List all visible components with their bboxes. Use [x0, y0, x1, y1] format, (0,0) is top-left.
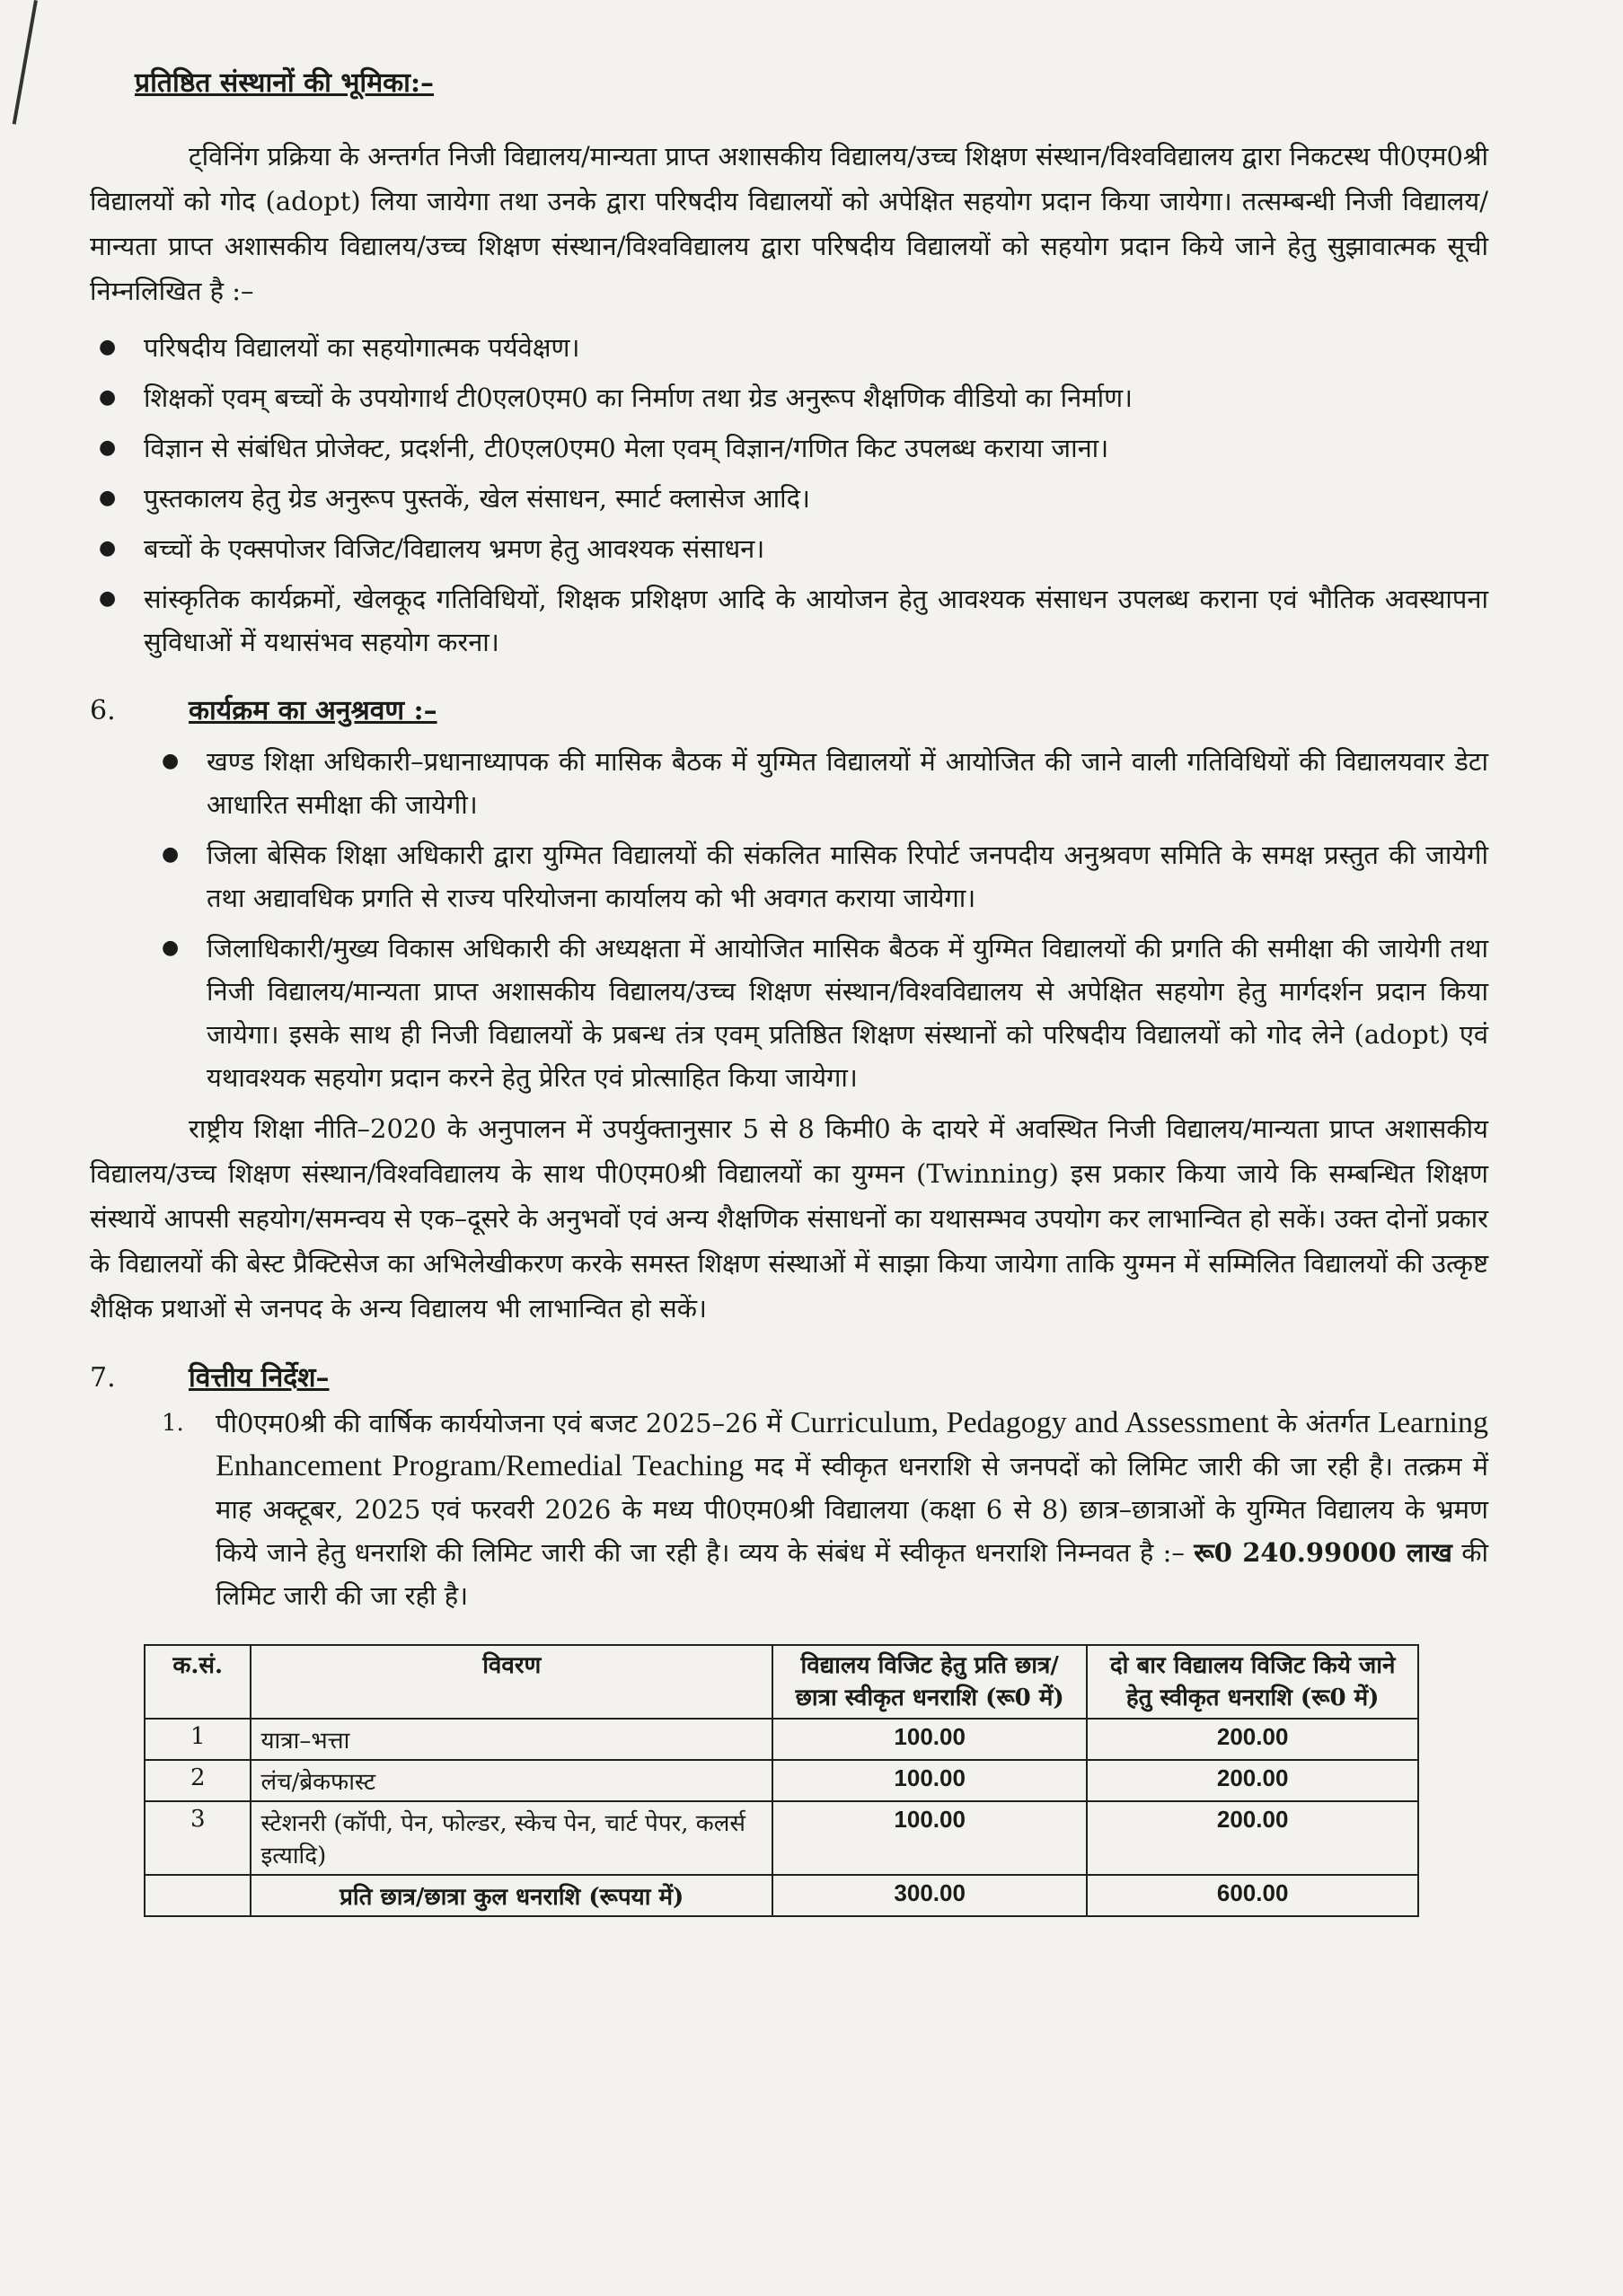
table-header-row: [145, 1645, 1418, 1719]
cell-description: लंच/ब्रेकफास्ट: [251, 1760, 772, 1801]
list-item: ● परिषदीय विद्यालयों का सहयोगात्मक पर्यवेक्षण।: [90, 326, 1488, 369]
cell-description: यात्रा–भत्ता: [251, 1719, 772, 1760]
item-text-latin: Curriculum, Pedagogy and Assessment: [789, 1406, 1269, 1439]
budget-table: [144, 1644, 1419, 1917]
item-text: के अंतर्गत: [1268, 1408, 1379, 1438]
header-per-visit: विद्यालय विजिट हेतु प्रति छात्र/छात्रा स्वीकृत धनराशि (रू0 में): [772, 1645, 1087, 1719]
list-item: ● विज्ञान से संबंधित प्रोजेक्ट, प्रदर्शनी, टी0एल0एम0 मेला एवम् विज्ञान/गणित किट उपलब्ध कराया जाना।: [90, 427, 1488, 470]
table-row: [145, 1719, 1418, 1760]
table-row: [145, 1801, 1418, 1875]
cell-amount: 100.00: [772, 1719, 1087, 1760]
list-item: ● शिक्षकों एवम् बच्चों के उपयोगार्थ टी0एल0एम0 का निर्माण तथा ग्रेड अनुरूप शैक्षणिक वीडियो का निर्माण।: [90, 376, 1488, 419]
section-heading-role: प्रतिष्ठित संस्थानों की भूमिका:–: [135, 67, 435, 99]
cell-sn: 3: [145, 1801, 251, 1875]
cell-amount: 200.00: [1087, 1719, 1418, 1760]
cell-sn: 2: [145, 1760, 251, 1801]
list-item: ● खण्ड शिक्षा अधिकारी–प्रधानाध्यापक की मासिक बैठक में युग्मित विद्यालयों में आयोजित की जाने वाली गतिविधियों की विद्यालयवार डेटा आधारित समीक्षा की जायेगी।: [153, 740, 1488, 826]
item-text: की लिमिट जारी की जा रही है।: [216, 1537, 1488, 1611]
cell-description: स्टेशनरी (कॉपी, पेन, फोल्डर, स्केच पेन, चार्ट पेपर, कलर्स इत्यादि): [251, 1801, 772, 1875]
cell-amount: 200.00: [1087, 1801, 1418, 1875]
header-description: विवरण: [251, 1645, 772, 1719]
section-number: 6.: [90, 695, 116, 726]
list-item: [153, 1402, 1488, 1617]
finance-numbered-list: [90, 1402, 1488, 1617]
item-text: मद में स्वीकृत धनराशि से जनपदों को लिमिट जारी की जा रही है। तत्क्रम में माह अक्टूबर, 2025 एवं फरवरी 2026 के मध्य पी0एम0श्री विद्यालया (कक्षा 6 से 8) छात्र–छात्राओं के युग्मित विद्यालय के भ्रमण किये जाने हेतु धनराशि की लिमिट जारी की जा रही है। व्यय के संबंध में स्वीकृत धनराशि निम्नवत है :–: [216, 1451, 1488, 1568]
role-bullet-list: [90, 326, 1488, 664]
total-per-visit: 300.00: [772, 1875, 1087, 1916]
intro-paragraph: ट्विनिंग प्रक्रिया के अन्तर्गत निजी विद्यालय/मान्यता प्राप्त अशासकीय विद्यालय/उच्च शिक्षण संस्थान/विश्वविद्यालय द्वारा निकटस्थ पी0एम0श्री विद्यालयों को गोद (adopt) लिया जायेगा तथा उनके द्वारा परिषदीय विद्यालयों को अपेक्षित सहयोग प्रदान किया जायेगा। तत्सम्बन्धी निजी विद्यालय/मान्यता प्राप्त अशासकीय विद्यालय/उच्च शिक्षण संस्थान/विश्वविद्यालय द्वारा परिषदीय विद्यालयों को सहयोग प्रदान किये जाने हेतु सुझावात्मक सूची निम्नलिखित है :–: [90, 141, 1488, 306]
cell-amount: 100.00: [772, 1801, 1087, 1875]
item-text-latin: Learning Enhancement Program/Remedial Teaching: [216, 1406, 1488, 1482]
header-sn: क.सं.: [145, 1645, 251, 1719]
cell-sn: 1: [145, 1719, 251, 1760]
item-number: 1.: [162, 1410, 184, 1437]
section-title: कार्यक्रम का अनुश्रवण :–: [189, 695, 437, 726]
header-two-visits: दो बार विद्यालय विजिट किये जाने हेतु स्वीकृत धनराशि (रू0 में): [1087, 1645, 1418, 1719]
list-item: ● जिलाधिकारी/मुख्य विकास अधिकारी की अध्यक्षता में आयोजित मासिक बैठक में युग्मित विद्यालयों की प्रगति की समीक्षा की जायेगी तथा निजी विद्यालय/मान्यता प्राप्त अशासकीय विद्यालय/उच्च शिक्षण संस्थान/विश्वविद्यालय से अपेक्षित सहयोग हेतु मार्गदर्शन प्रदान किया जायेगा। इसके साथ ही निजी विद्यालयों के प्रबन्ध तंत्र एवम् प्रतिष्ठित शिक्षण संस्थानों को परिषदीय विद्यालयों को गोद लेने (adopt) एवं यथावश्यक सहयोग प्रदान करने हेतु प्रेरित एवं प्रोत्साहित किया जायेगा।: [153, 927, 1488, 1099]
section-number: 7.: [90, 1362, 116, 1394]
section-7-header: [90, 1358, 1488, 1394]
amount-highlight: रू0 240.99000 लाख: [1194, 1537, 1452, 1568]
table-total-row: [145, 1875, 1418, 1916]
item-text: पी0एम0श्री की वार्षिक कार्ययोजना एवं बजट 2025–26 में: [216, 1408, 790, 1438]
nep-paragraph: राष्ट्रीय शिक्षा नीति–2020 के अनुपालन में उपर्युक्तानुसार 5 से 8 किमी0 के दायरे में अवस्थित निजी विद्यालय/मान्यता प्राप्त अशासकीय विद्यालय/उच्च शिक्षण संस्थान/विश्वविद्यालय के साथ पी0एम0श्री विद्यालयों का युग्मन (Twinning) इस प्रकार किया जाये कि सम्बन्धित शिक्षण संस्थायें आपसी सहयोग/समन्वय से एक–दूसरे के अनुभवों एवं अन्य शैक्षणिक संसाधनों का यथासम्भव उपयोग कर लाभान्वित हो सकें। उक्त दोनों प्रकार के विद्यालयों की बेस्ट प्रैक्टिसेज का अभिलेखीकरण करके समस्त शिक्षण संस्थाओं में साझा किया जायेगा ताकि युग्मन में सम्मिलित विद्यालयों की उत्कृष्ट शैक्षिक प्रथाओं से जनपद के अन्य विद्यालय भी लाभान्वित हो सकें।: [90, 1113, 1488, 1324]
cell-sn-empty: [145, 1875, 251, 1916]
list-item: ● बच्चों के एक्सपोजर विजिट/विद्यालय भ्रमण हेतु आवश्यक संसाधन।: [90, 527, 1488, 570]
total-two-visits: 600.00: [1087, 1875, 1418, 1916]
cell-amount: 100.00: [772, 1760, 1087, 1801]
section-title: वित्तीय निर्देश–: [189, 1362, 330, 1394]
table-row: [145, 1760, 1418, 1801]
list-item: ● सांस्कृतिक कार्यक्रमों, खेलकूद गतिविधियों, शिक्षक प्रशिक्षण आदि के आयोजन हेतु आवश्यक संसाधन उपलब्ध कराना एवं भौतिक अवस्थापना सुविधाओं में यथासंभव सहयोग करना।: [90, 577, 1488, 664]
list-item: ● जिला बेसिक शिक्षा अधिकारी द्वारा युग्मित विद्यालयों की संकलित मासिक रिपोर्ट जनपदीय अनुश्रवण समिति के समक्ष प्रस्तुत की जायेगी तथा अद्यावधिक प्रगति से राज्य परियोजना कार्यालय को भी अवगत कराया जायेगा।: [153, 833, 1488, 919]
total-label: प्रति छात्र/छात्रा कुल धनराशि (रूपया में): [251, 1875, 772, 1916]
list-item: ● पुस्तकालय हेतु ग्रेड अनुरूप पुस्तकें, खेल संसाधन, स्मार्ट क्लासेज आदि।: [90, 477, 1488, 520]
section-6-header: [90, 691, 1488, 727]
monitoring-bullet-list: [153, 740, 1488, 1099]
cell-amount: 200.00: [1087, 1760, 1418, 1801]
